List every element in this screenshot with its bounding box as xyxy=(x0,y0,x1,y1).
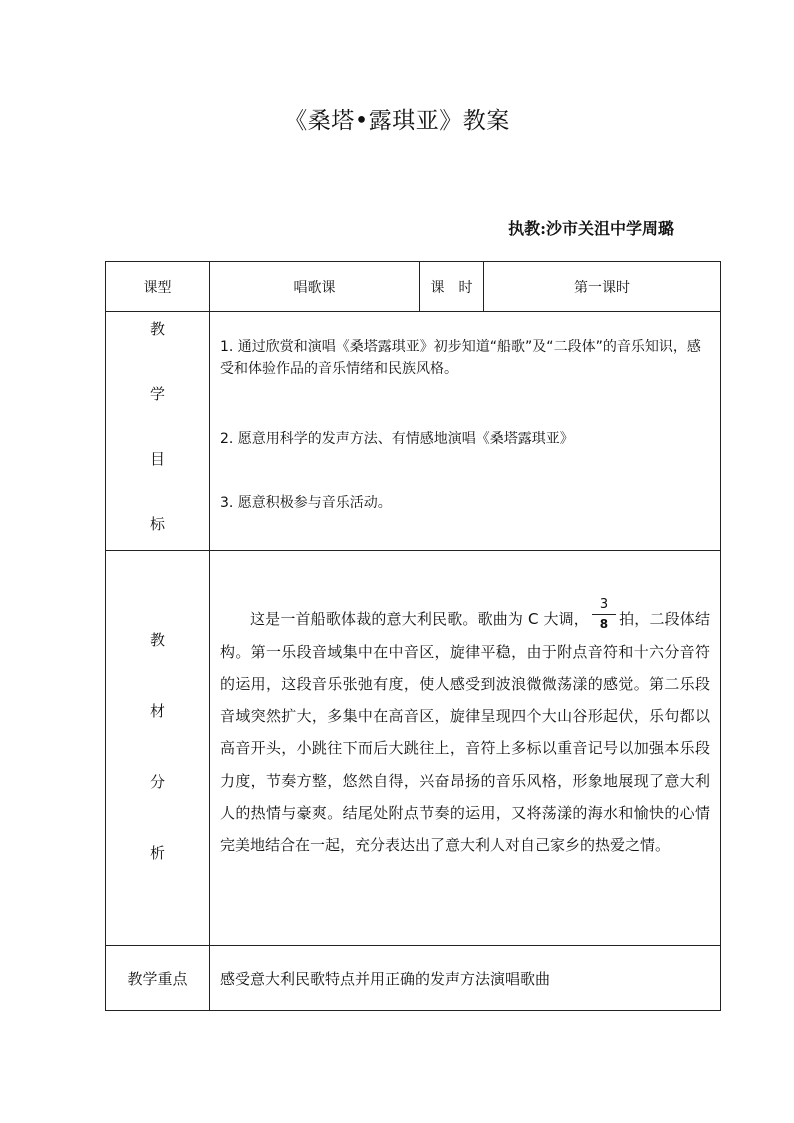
period-label: 课 时 xyxy=(420,262,484,312)
time-signature-denominator: 8 xyxy=(599,616,609,631)
goals-content xyxy=(210,312,721,551)
analysis-paragraph xyxy=(220,596,710,862)
focus-value: 感受意大利民歌特点并用正确的发声方法演唱歌曲 xyxy=(210,946,721,1011)
analysis-row xyxy=(106,551,721,946)
teacher-line: 执教:沙市关沮中学周璐 xyxy=(508,219,674,238)
goal-item: 2. 愿意用科学的发声方法、有情感地演唱《桑塔露琪亚》 xyxy=(220,431,574,447)
time-signature-numerator: 3 xyxy=(592,598,616,615)
analysis-label xyxy=(106,551,210,946)
analysis-label-char: 析 xyxy=(149,844,165,862)
time-signature xyxy=(592,598,616,630)
analysis-text-start: 这是一首船歌体裁的意大利民歌。歌曲为 C 大调， xyxy=(250,610,589,628)
focus-label: 教学重点 xyxy=(106,946,210,1011)
analysis-label-char: 材 xyxy=(149,702,165,720)
lesson-type-label: 课型 xyxy=(106,262,210,312)
goals-label xyxy=(106,312,210,551)
period-value: 第一课时 xyxy=(484,262,721,312)
goal-item: 1. 通过欣赏和演唱《桑塔露琪亚》初步知道“船歌”及“二段体”的音乐知识，感受和体验作品的音乐情绪和民族风格。 xyxy=(220,339,701,377)
goals-label-char: 标 xyxy=(149,515,165,533)
goals-label-char: 学 xyxy=(149,385,165,403)
analysis-label-char: 教 xyxy=(149,631,165,649)
goals-label-char: 教 xyxy=(149,320,165,338)
document-title: 《桑塔•露琪亚》教案 xyxy=(284,108,510,134)
lesson-plan-table xyxy=(105,261,721,1011)
analysis-label-char: 分 xyxy=(149,773,165,791)
focus-row xyxy=(106,946,721,1011)
analysis-text-rest: 拍，二段体结构。第一乐段音域集中在中音区，旋律平稳，由于附点音符和十六分音符的运用，这段音乐张弛有度，使人感受到波浪微微荡漾的感觉。第二乐段音域突然扩大，多集中在高音区，旋律呈现四个大山谷形起伏，乐句都以高音开头，小跳往下而后大跳往上，音符上多标以重音记号以加强本乐段力度，节奏方整，悠然自得，兴奋昂扬的音乐风格，形象地展现了意大利人的热情与豪爽。结尾处附点节奏的运用，又将荡漾的海水和愉快的心情完美地结合在一起，充分表达出了意大利人对自己家乡的热爱之情。 xyxy=(220,610,710,855)
lesson-type-value: 唱歌课 xyxy=(210,262,420,312)
goals-row xyxy=(106,312,721,551)
goal-item: 3. 愿意积极参与音乐活动。 xyxy=(220,495,392,511)
lesson-type-row xyxy=(106,262,721,312)
goals-label-char: 目 xyxy=(149,450,165,468)
analysis-content xyxy=(210,551,721,946)
